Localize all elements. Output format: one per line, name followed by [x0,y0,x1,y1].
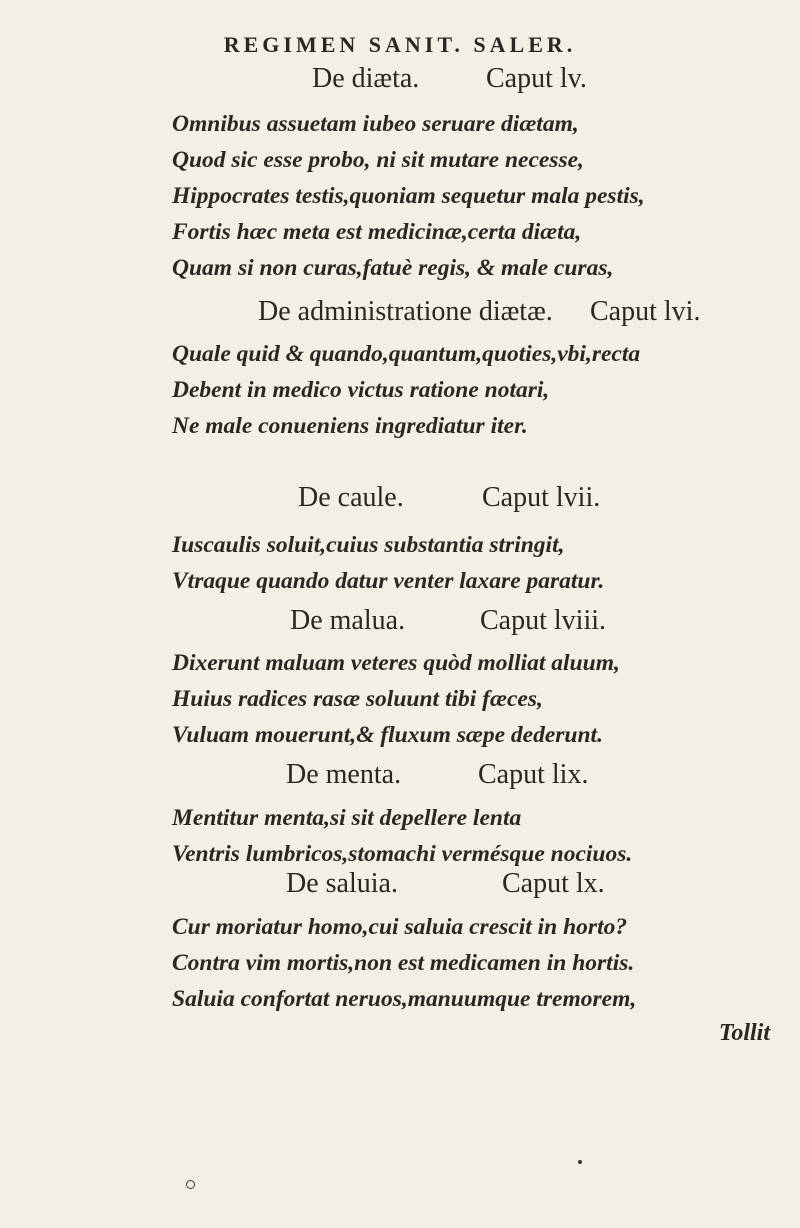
running-head: REGIMEN SANIT. SALER. [223,32,577,57]
caput-number: Caput lvii. [482,482,601,513]
verse-line: Fortis hæc meta est medicinæ,certa diæta, [172,219,582,245]
verse-line: Debent in medico victus ratione notari, [172,377,550,403]
section-title: De menta. [286,759,402,790]
verse-line: Iuscaulis soluit,cuius substantia stringit, [172,532,565,558]
section-title: De caule. [298,482,404,513]
verse-line: Saluia confortat neruos,manuumque tremorem, [172,986,637,1012]
verse-line: Omnibus assuetam iubeo seruare diætam, [172,111,579,137]
verse-line: Cur moriatur homo,cui saluia crescit in horto? [172,914,628,940]
caput-number: Caput lix. [478,759,589,790]
caput-number: Caput lv. [486,63,587,94]
catchword: Tollit [718,1020,770,1046]
verse-line: Dixerunt maluam veteres quòd molliat aluum, [172,650,620,676]
verse-line: Quod sic esse probo, ni sit mutare necesse, [172,147,584,173]
verse-line: Ne male conueniens ingrediatur iter. [172,413,528,439]
verse-line: Contra vim mortis,non est medicamen in hortis. [172,950,635,976]
caput-number: Caput lviii. [480,605,606,636]
caput-number: Caput lvi. [590,296,701,327]
ink-mark [186,1180,195,1189]
verse-line: Quale quid & quando,quantum,quoties,vbi,recta [172,341,641,367]
verse-line: Hippocrates testis,quoniam sequetur mala pestis, [172,183,645,209]
section-title: De malua. [290,605,406,636]
verse-line: Vtraque quando datur venter laxare paratur. [172,568,605,594]
caput-number: Caput lx. [502,868,605,899]
section-title: De diæta. [312,63,420,94]
ink-speck [578,1160,582,1164]
verse-line: Ventris lumbricos,stomachi vermésque nociuos. [172,841,633,867]
section-title: De saluia. [286,868,398,899]
verse-line: Quam si non curas,fatuè regis, & male curas, [172,255,614,281]
verse-line: Huius radices rasæ soluunt tibi fæces, [172,686,543,712]
section-title: De administratione diætæ. [258,296,553,327]
verse-line: Mentitur menta,si sit depellere lenta [172,805,522,831]
verse-line: Vuluam mouerunt,& fluxum sæpe dederunt. [172,722,603,748]
